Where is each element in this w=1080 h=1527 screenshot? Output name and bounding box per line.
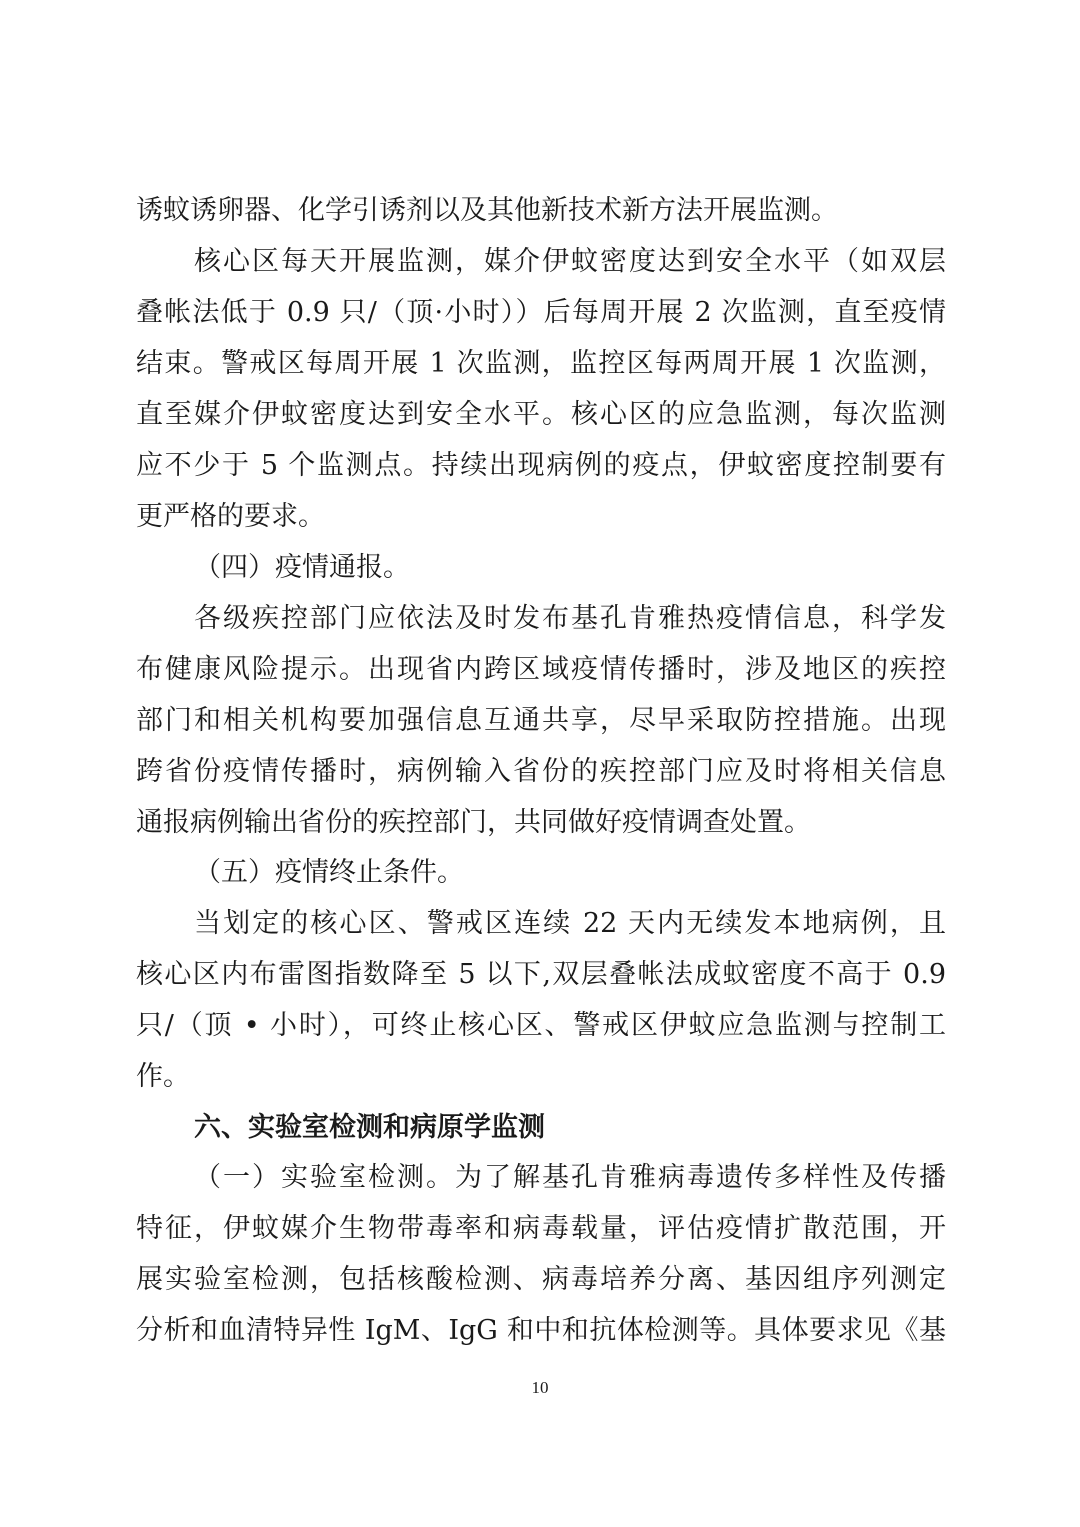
text-line: 布健康风险提示。出现省内跨区域疫情传播时，涉及地区的疾控 — [136, 654, 946, 685]
text-line: 结束。警戒区每周开展 1 次监测，监控区每两周开展 1 次监测， — [136, 348, 946, 379]
text-line: 特征，伊蚊媒介生物带毒率和病毒载量，评估疫情扩散范围，开 — [136, 1213, 946, 1244]
text-line: 各级疾控部门应依法及时发布基孔肯雅热疫情信息，科学发 — [194, 603, 946, 634]
text-line: 直至媒介伊蚊密度达到安全水平。核心区的应急监测，每次监测 — [136, 399, 946, 430]
text-line: 通报病例输出省份的疾控部门，共同做好疫情调查处置。 — [136, 807, 811, 838]
text-line: 展实验室检测，包括核酸检测、病毒培养分离、基因组序列测定 — [136, 1264, 946, 1295]
text-line: 部门和相关机构要加强信息互通共享，尽早采取防控措施。出现 — [136, 705, 946, 736]
section-heading: 六、实验室检测和病原学监测 — [194, 1112, 545, 1143]
section-subheading: （五）疫情终止条件。 — [194, 857, 464, 888]
text-line: 核心区每天开展监测，媒介伊蚊密度达到安全水平（如双层 — [194, 246, 946, 277]
text-line: 当划定的核心区、警戒区连续 22 天内无续发本地病例，且 — [194, 908, 946, 939]
text-line: 跨省份疫情传播时，病例输入省份的疾控部门应及时将相关信息 — [136, 756, 946, 787]
text-line: （一）实验室检测。为了解基孔肯雅病毒遗传多样性及传播 — [194, 1162, 946, 1193]
text-line: 分析和血清特异性 IgM、IgG 和中和抗体检测等。具体要求见《基 — [136, 1315, 946, 1346]
section-subheading: （四）疫情通报。 — [194, 552, 410, 583]
text-line: 诱蚊诱卵器、化学引诱剂以及其他新技术新方法开展监测。 — [136, 195, 838, 226]
page-number: 10 — [531, 1378, 549, 1397]
text-line: 只/（顶 • 小时），可终止核心区、警戒区伊蚊应急监测与控制工 — [136, 1010, 946, 1041]
text-line: 应不少于 5 个监测点。持续出现病例的疫点，伊蚊密度控制要有 — [136, 450, 946, 481]
text-line: 作。 — [136, 1061, 190, 1092]
text-line: 核心区内布雷图指数降至 5 以下,双层叠帐法成蚊密度不高于 0.9 — [136, 959, 946, 990]
text-line: 叠帐法低于 0.9 只/（顶·小时））后每周开展 2 次监测，直至疫情 — [136, 297, 946, 328]
text-line: 更严格的要求。 — [136, 501, 325, 532]
